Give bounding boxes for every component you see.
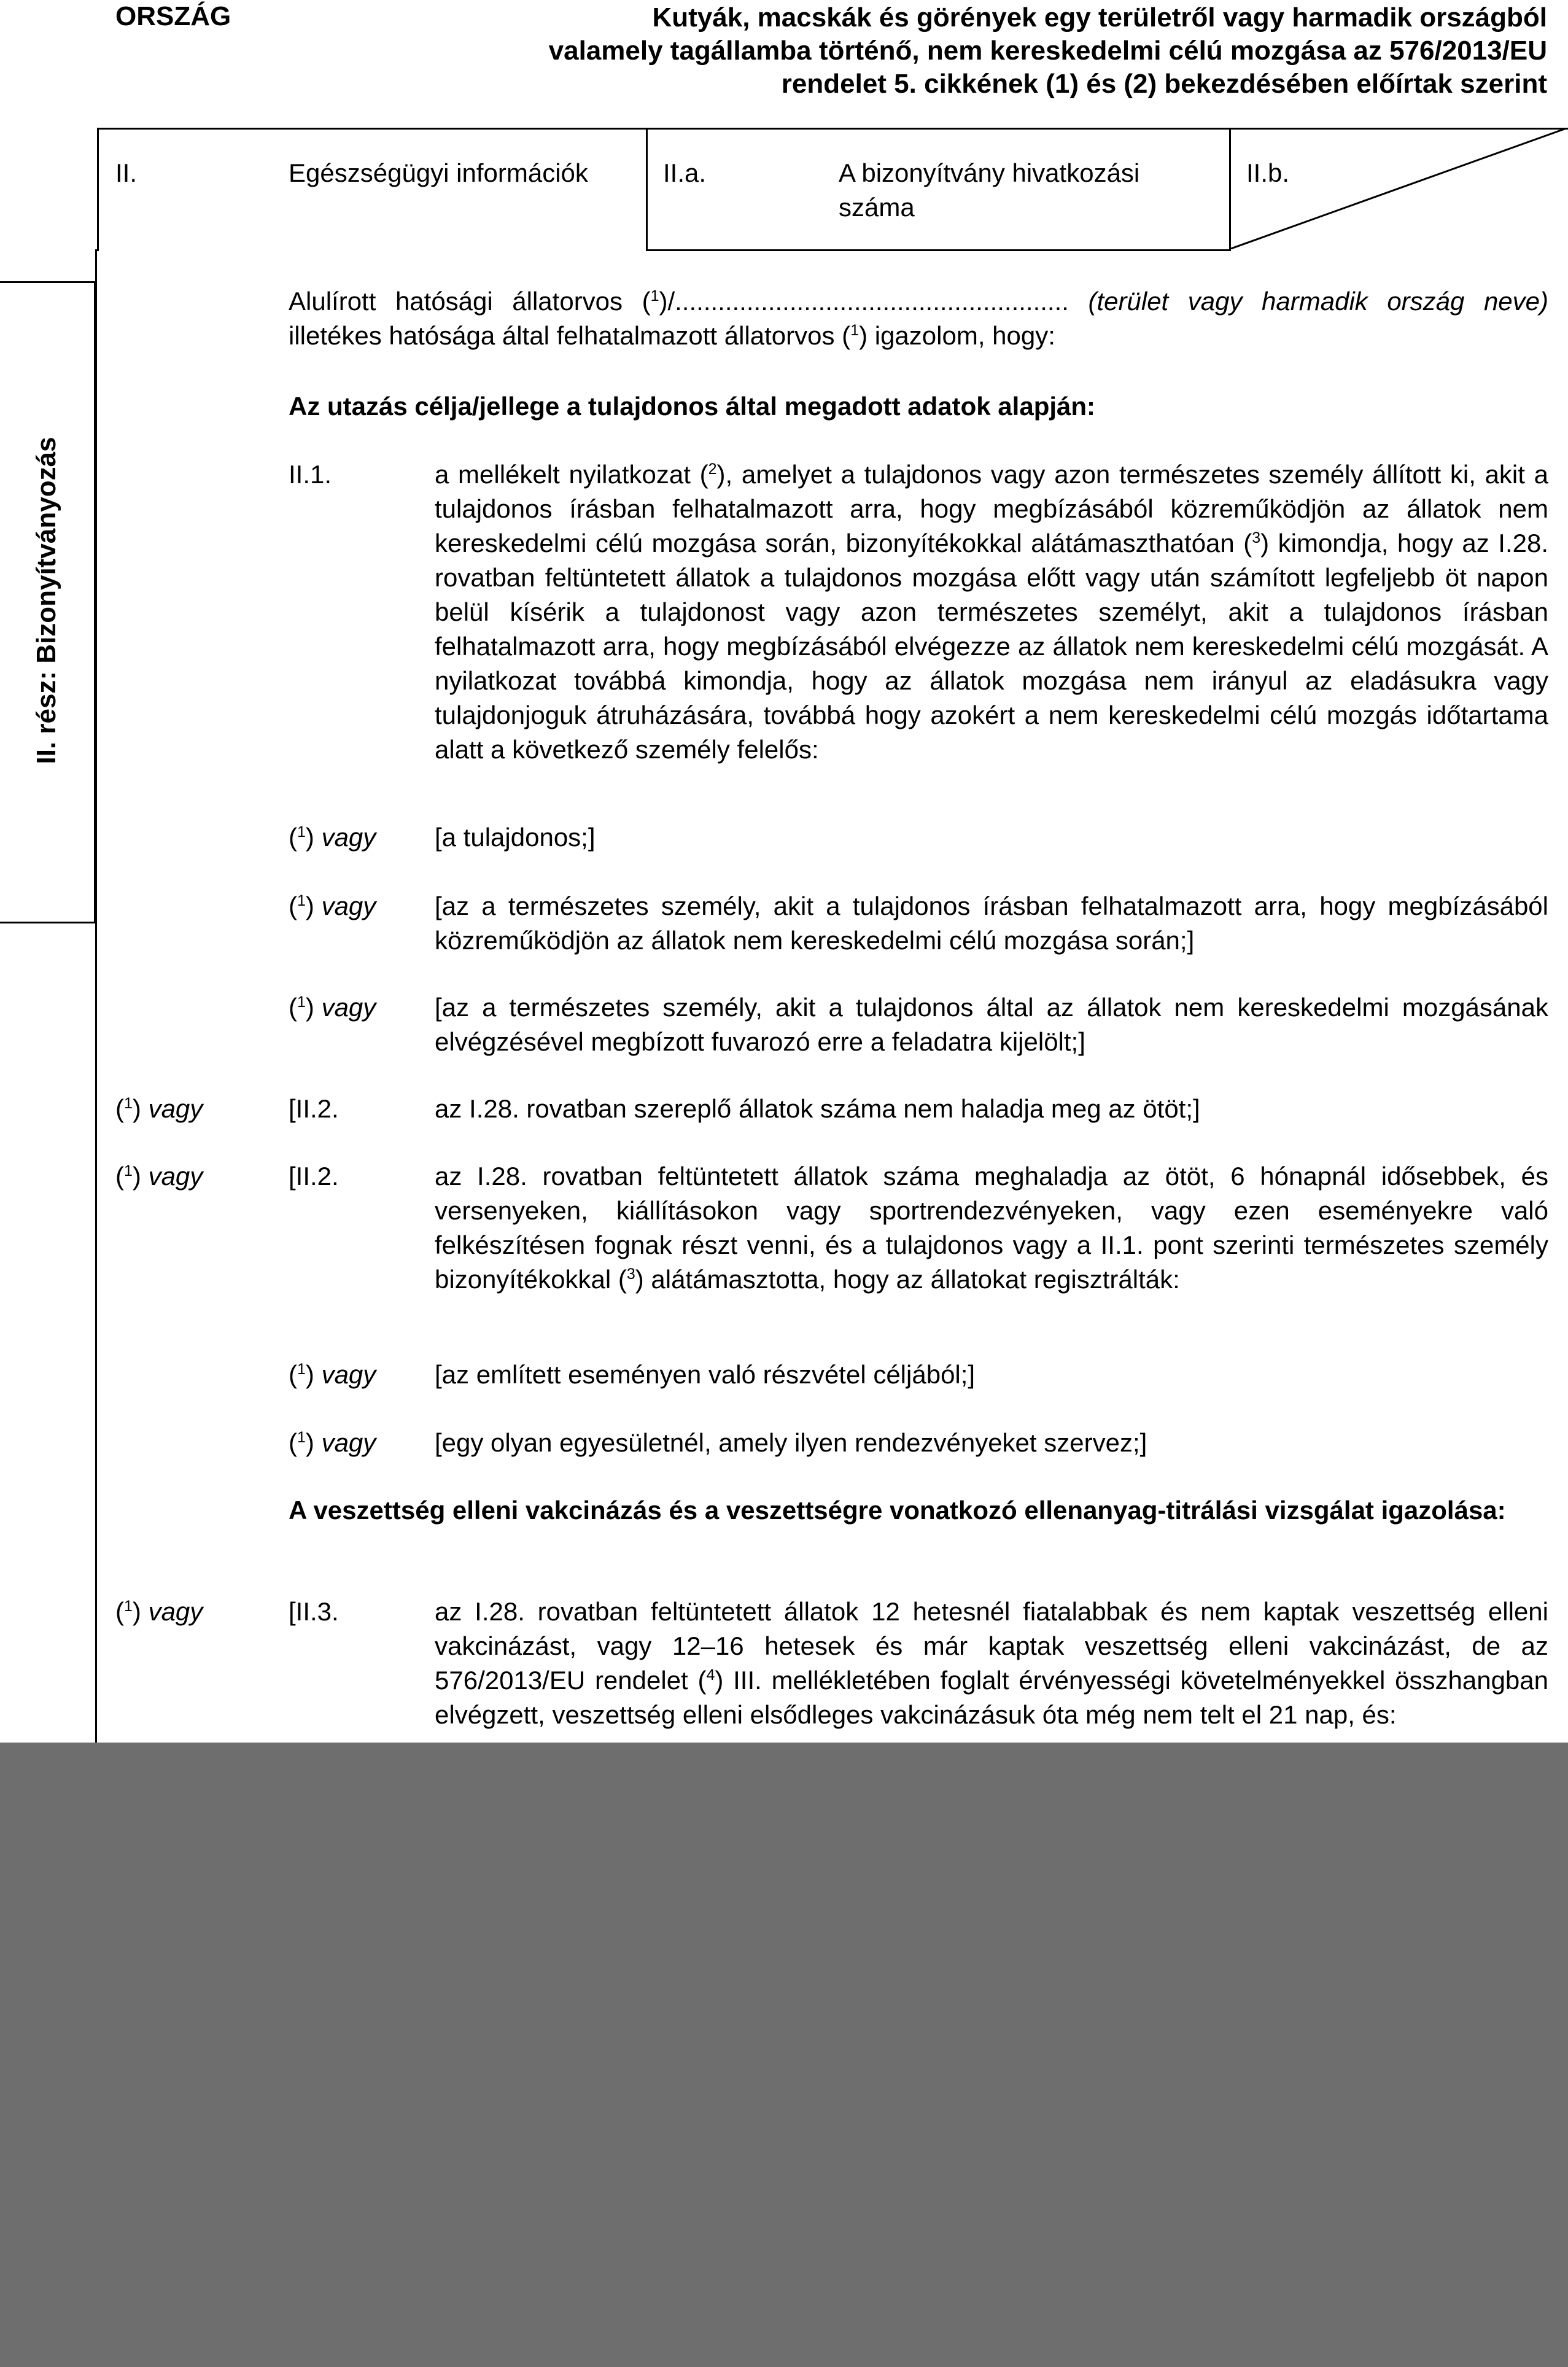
option-organising-association: [egy olyan egyesületnél, amely ilyen rendezvényeket szervez;] (435, 1428, 1147, 1457)
option-carrier-person: [az a természetes személy, akit a tulajdonos által az állatok nem kereskedelmi mozgásának elvégzésével megbízott fuvarozó erre a feladatra kijelölt;] (435, 993, 1548, 1056)
option-marker: ($^1$) vagy (115, 1597, 203, 1626)
option-marker: ($^1$) vagy (289, 823, 376, 852)
clause-ii2b-text: az I.28. rovatban feltüntetett állatok száma meghaladja az ötöt, 6 hónapnál idősebbek, és versenyeken, kiállításokon vagy sportrendezvényeken, vagy ezen eseményekre való felkészítésen fognak részt venni, és a tulajdonos vagy a II.1. pont szerinti természetes személy bizonyítékokkal ($^3$) alátámasztotta, hogy az állatokat regisztrálták: (435, 1162, 1548, 1294)
reference-number-label (839, 156, 1139, 225)
section-number: II. (115, 158, 138, 187)
option-marker: ($^1$) vagy (289, 1428, 376, 1457)
clause-ii3-number: [II.3. (289, 1597, 339, 1626)
reference-label-line-1: A bizonyítvány hivatkozási (839, 158, 1140, 187)
clause-ii1-number: II.1. (289, 460, 332, 489)
clause-ii3-text: az I.28. rovatban feltüntetett állatok 12 hetesnél fiatalabbak és nem kaptak veszettség elleni vakcinázást, vagy 12–16 hetesek és már kaptak veszettség elleni vakcinázást, de az 576/2013/EU rendelet ($^4$) III. mellékletében foglalt érvényességi követelményekkel összhangban elvégzett, veszettség elleni elsődleges vakcinázásuk óta még nem telt el 21 nap, és: (435, 1597, 1548, 1729)
intro-paragraph: Alulírott hatósági állatorvos ($^1$)/....................................................... (terület vagy harmadik ország neve) illetékes hatósága által felhatalmazott állatorvos ($^1$) igazolom, hogy: (289, 287, 1549, 350)
option-marker: ($^1$) vagy (115, 1094, 203, 1123)
grey-overlay (0, 1743, 1568, 2367)
option-marker: ($^1$) vagy (115, 1162, 203, 1191)
side-label: II. rész: Bizonyítványozás (31, 437, 61, 764)
clause-ii2a-number: [II.2. (289, 1094, 339, 1123)
option-authorised-person: [az a természetes személy, akit a tulajdonos írásban felhatalmazott arra, hogy megbízásából közreműködjön az állatok nem kereskedelmi célú mozgása során;] (435, 892, 1548, 955)
clause-ii1-text: a mellékelt nyilatkozat ($^2$), amelyet a tulajdonos vagy azon természetes személy állított ki, akit a tulajdonos írásban felhatalmazott arra, hogy megbízásából közreműködjön az állatok nem kereskedelmi célú mozgása során, bizonyítékokkal alátámaszthatóan ($^3$) kimondja, hogy az I.28. rovatban feltüntetett állatok a tulajdonos mozgása előtt vagy után számított legfeljebb öt napon belül kísérik a tulajdonost vagy azon természetes személyt, akit a tulajdonos írásban felhatalmazott arra, hogy megbízásából elvégezze az állatok nem kereskedelmi célú mozgását. A nyilatkozat továbbá kimondja, hogy az állatok mozgása nem irányul az eladásukra vagy tulajdonjoguk átruházására, továbbá hogy azokért a nem kereskedelmi célú mozgás időtartama alatt a következő személy felelős: (435, 460, 1549, 764)
purpose-heading: Az utazás célja/jellege a tulajdonos által megadott adatok alapján: (289, 392, 1096, 421)
option-event-participation: [az említett eseményen való részvétel céljából;] (435, 1360, 976, 1389)
left-border-rule (95, 249, 97, 1743)
option-marker: ($^1$) vagy (289, 1360, 376, 1389)
section-title: Egészségügyi információk (289, 158, 588, 187)
title-line-2: valamely tagállamba történő, nem kereskedelmi célú mozgása az 576/2013/EU (548, 36, 1547, 66)
reference-label-line-2: száma (839, 193, 915, 222)
clause-ii2a-text: az I.28. rovatban szereplő állatok száma nem haladja meg az ötöt;] (435, 1094, 1200, 1123)
document-title (393, 1, 1547, 101)
clause-ii2b-number: [II.2. (289, 1162, 339, 1191)
field-iia-label: II.a. (663, 158, 707, 187)
option-marker: ($^1$) vagy (289, 993, 376, 1022)
rabies-heading: A veszettség elleni vakcinázás és a veszettségre vonatkozó ellenanyag-titrálási vizsgálat igazolása: (289, 1496, 1506, 1525)
country-label: ORSZÁG (115, 1, 231, 31)
title-line-3: rendelet 5. cikkének (1) és (2) bekezdésében előírtak szerint (781, 69, 1547, 99)
option-owner: [a tulajdonos;] (435, 823, 596, 852)
field-iib-label: II.b. (1246, 158, 1290, 187)
option-marker: ($^1$) vagy (289, 892, 376, 920)
title-line-1: Kutyák, macskák és görények egy területről vagy harmadik országból (652, 2, 1547, 33)
